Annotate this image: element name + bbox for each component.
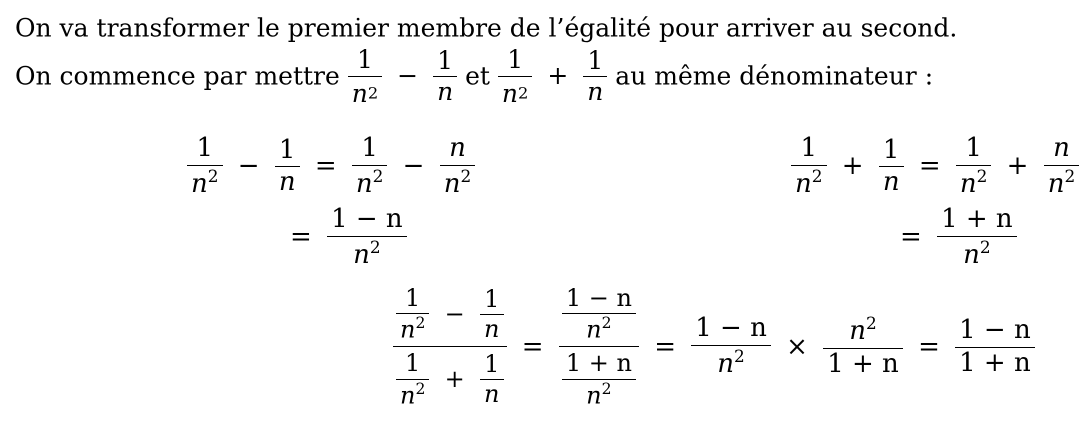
fraction-1-over-n2 <box>498 46 532 107</box>
fraction-1-over-n <box>583 47 607 106</box>
numerator: 1 <box>433 47 457 78</box>
intro-text-2-start: On commence par mettre <box>15 61 340 91</box>
numerator: 1 <box>583 47 607 78</box>
eq-left-line-1: $\frac{1}{n^2}$ − $\frac{1}{n}$ = $\frac{1}{n^2}$ − $\frac{n}{n^2}$ <box>187 134 475 198</box>
intro-line-1 <box>15 12 957 44</box>
denominator: n <box>587 77 604 107</box>
intro-text-1: On va transformer le premier membre de l’égalité pour arriver au second. <box>15 13 958 43</box>
fraction-1-over-n <box>433 47 457 106</box>
denominator: n2 <box>351 78 379 108</box>
eq-right-line-1: $\frac{1}{n^2}$ + $\frac{1}{n}$ = $\frac{1}{n^2}$ + $\frac{n}{n^2}$ <box>791 134 1079 198</box>
compound-fraction-middle: $\frac{\frac{1 - n}{n^2}}{\frac{1 + n}{n^2}}$ <box>559 285 639 408</box>
denominator: n <box>437 77 454 107</box>
intro-text-2-and: et <box>465 61 490 91</box>
numerator: 1 <box>498 46 532 77</box>
fraction-1-over-n2 <box>348 46 382 107</box>
intro-line-2 <box>15 46 933 107</box>
minus-sign: − <box>397 61 419 91</box>
eq-right-line-2: = $\frac{1 + n}{n^2}$ <box>893 205 1017 269</box>
intro-text-2-end: au même dénominateur : <box>615 61 934 91</box>
plus-sign: + <box>547 61 569 91</box>
denominator: n2 <box>501 78 529 108</box>
eq-left-line-2: = $\frac{1 - n}{n^2}$ <box>283 205 407 269</box>
numerator: 1 <box>348 46 382 77</box>
compound-fraction-left: $\frac{1}{n^2}$ − $\frac{1}{n}$ $\frac{1}{n^2}$ + $\frac{1}{n}$ <box>393 285 507 408</box>
eq-bottom: $\frac{1}{n^2}$ − $\frac{1}{n}$ $\frac{1}{n^2}$ + $\frac{1}{n}$ = $\frac{\frac{1 - n}{n^2}}{\frac{1 + n}{n^2}}$ = $\frac{1 - n}{n^2}$ × $\frac{n^2}{1 + n}$ = $\frac{1 - n}{1 + n}$ <box>393 285 1035 408</box>
